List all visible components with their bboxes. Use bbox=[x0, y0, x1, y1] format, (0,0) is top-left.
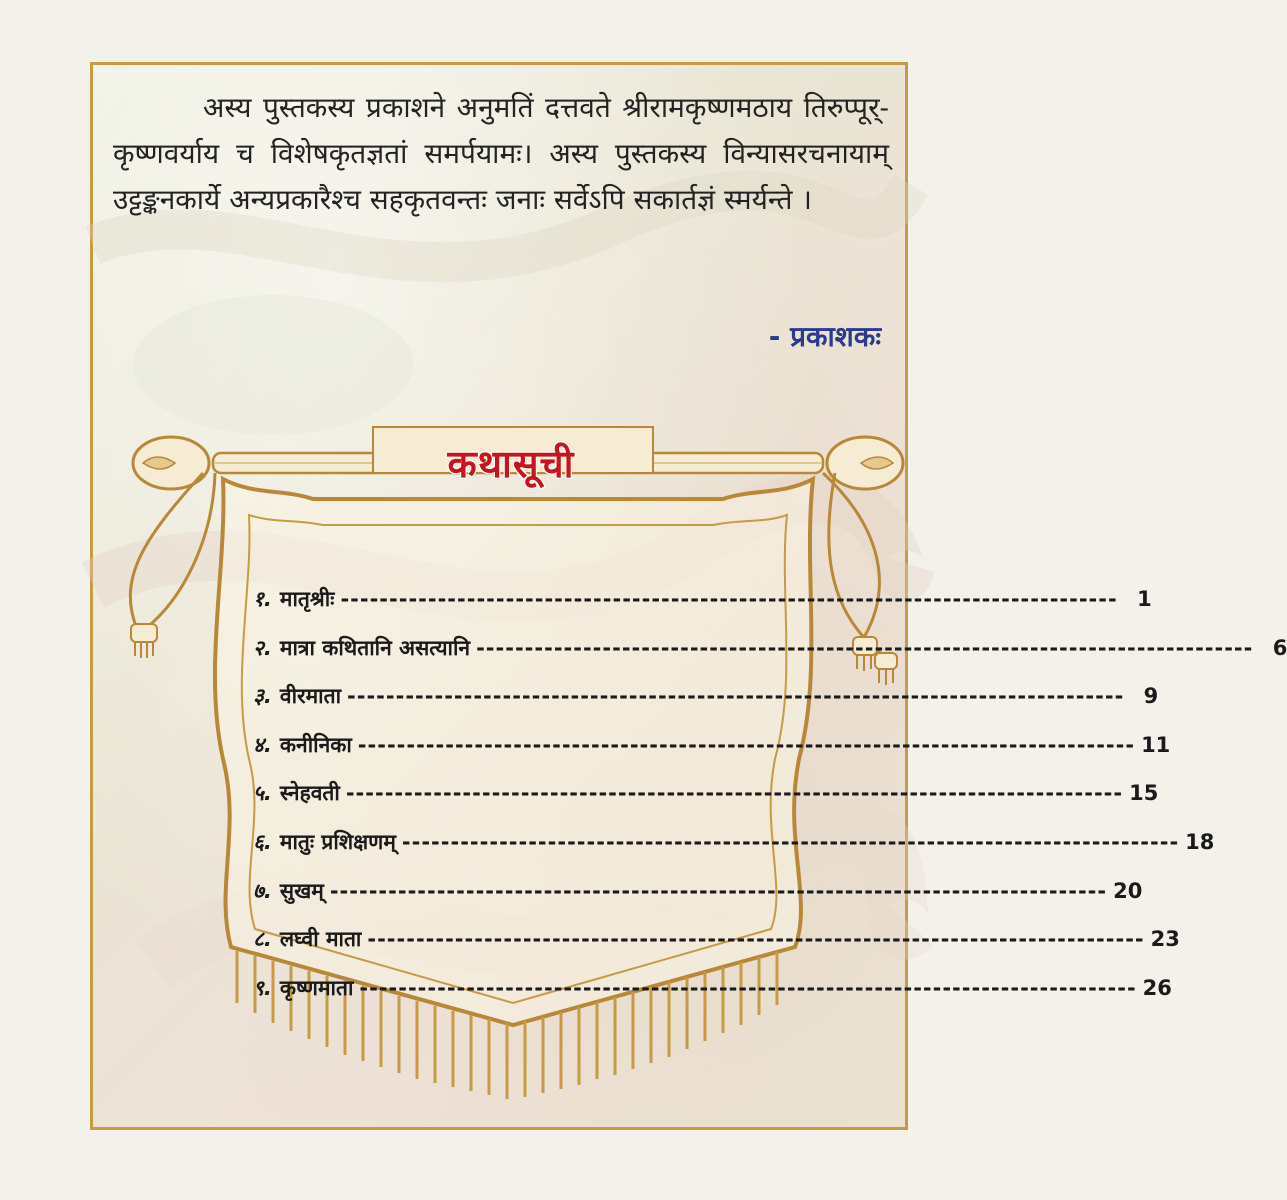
toc-entry bbox=[253, 682, 1159, 731]
toc-entry bbox=[253, 585, 1152, 634]
toc-entry-number: २. bbox=[253, 635, 272, 660]
toc-entry bbox=[253, 877, 1143, 926]
toc-entry-page: 9 bbox=[1143, 684, 1159, 709]
toc-leader-dashes: -------------------------------------------------------------------------------- bbox=[367, 927, 1145, 952]
toc-entry-page: 6 bbox=[1272, 635, 1287, 660]
toc-entry-title: सुखम् bbox=[279, 878, 324, 903]
toc-leader-dashes: -------------------------------------------------------------------------------- bbox=[329, 878, 1108, 903]
toc-entry-title: लघ्वी माता bbox=[279, 927, 362, 952]
toc-entry-title: मातुः प्रशिक्षणम् bbox=[279, 829, 396, 854]
toc-entry-title: मात्रा कथितानि असत्यानि bbox=[279, 635, 471, 660]
toc-banner bbox=[123, 419, 1287, 1109]
toc-leader-dashes: -------------------------------------------------------------------------------- bbox=[359, 975, 1137, 1000]
toc-leader-dashes: -------------------------------------------------------------------------------- bbox=[345, 781, 1124, 806]
intro-paragraph: अस्य पुस्तकस्य प्रकाशने अनुमतिं दत्तवते श्रीरामकृष्णमठाय तिरुप्पूर्-कृष्णवर्याय च विशेषकृतज्ञतां समर्पयामः। अस्य पुस्तकस्य विन्यासरचनायाम् उट्टङ्कनकार्ये अन्यप्रकारैश्च सहकृतवन्तः जनाः सर्वेऽपि सकार्तज्ञं स्मर्यन्ते । bbox=[113, 91, 889, 216]
toc-leader-dashes: -------------------------------------------------------------------------------- bbox=[357, 732, 1136, 757]
toc-entry-title: कनीनिका bbox=[279, 732, 352, 757]
toc-entry-page: 23 bbox=[1150, 927, 1180, 952]
toc-entry-title: मातृश्रीः bbox=[279, 587, 335, 611]
page-frame bbox=[90, 62, 1287, 1130]
toc-entry bbox=[253, 974, 1172, 1023]
toc-title: कथासूची bbox=[447, 442, 575, 486]
toc-entry-number: ७. bbox=[253, 878, 272, 903]
toc-entry-title: वीरमाता bbox=[279, 684, 342, 709]
toc-entry-title: कृष्णमाता bbox=[279, 975, 354, 1000]
toc-entry bbox=[253, 634, 1287, 683]
toc-leader-dashes: -------------------------------------------------------------------------------- bbox=[340, 587, 1118, 611]
publisher-signature: - प्रकाशकः bbox=[768, 320, 881, 353]
toc-entry-page: 20 bbox=[1113, 878, 1143, 903]
toc-entry-number: ९. bbox=[253, 975, 272, 1000]
toc-entry-page: 26 bbox=[1142, 975, 1172, 1000]
toc-leader-dashes: -------------------------------------------------------------------------------- bbox=[476, 635, 1254, 660]
toc-entry-number: ४. bbox=[253, 732, 272, 757]
toc-entry bbox=[253, 828, 1215, 877]
toc-entry-page: 1 bbox=[1137, 587, 1152, 611]
toc-entry-number: ३. bbox=[253, 684, 272, 709]
toc-entry-title: स्नेहवती bbox=[279, 781, 340, 806]
toc-entry-page: 11 bbox=[1141, 732, 1171, 757]
toc-leader-dashes: -------------------------------------------------------------------------------- bbox=[401, 829, 1180, 854]
toc-leader-dashes: -------------------------------------------------------------------------------- bbox=[347, 684, 1125, 709]
toc-entry-page: 18 bbox=[1185, 829, 1215, 854]
toc-entry bbox=[253, 925, 1180, 974]
toc-entry bbox=[253, 779, 1159, 828]
toc-entry-page: 15 bbox=[1129, 781, 1159, 806]
toc-entry-number: ५. bbox=[253, 781, 272, 806]
toc-entry-number: १. bbox=[253, 587, 272, 611]
toc-list bbox=[253, 585, 1287, 1022]
toc-entry bbox=[253, 731, 1171, 780]
toc-entry-number: ८. bbox=[253, 927, 272, 952]
toc-entry-number: ६. bbox=[253, 829, 272, 854]
